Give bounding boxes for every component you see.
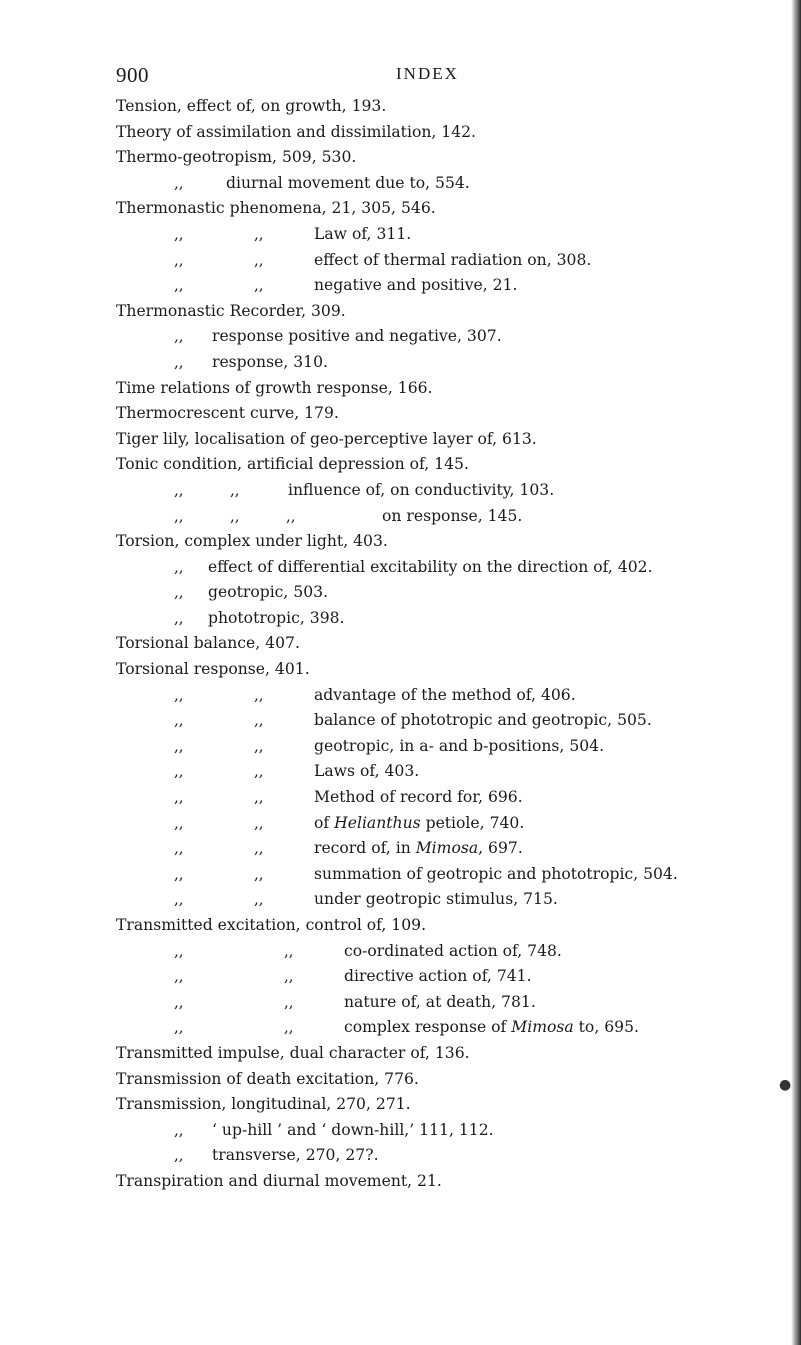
index-entry [0,657,801,683]
italic-taxon: Mimosa [511,1018,574,1037]
ditto-mark: ,, [174,173,184,192]
entry-text: effect of differential excitability on the direction of, 402. [208,557,653,576]
ditto-mark: ,, [254,890,264,909]
ditto-mark: ,, [254,250,264,269]
entry-text: geotropic, 503. [208,583,329,602]
index-subentry [0,350,801,376]
ditto-mark: ,, [174,736,184,755]
index-subentry [0,785,801,811]
ditto-mark: ,, [174,890,184,909]
ditto-mark: ,, [174,992,184,1011]
entry-text: phototropic, 398. [208,608,345,627]
entry-text: geotropic, in a- and b-positions, 504. [314,736,605,755]
index-subentry [0,273,801,299]
entry-text: Transmitted excitation, control of, 109. [116,916,427,934]
ditto-mark: ,, [254,224,264,243]
index-entry [0,913,801,939]
entry-text: nature of, at death, 781. [344,992,536,1011]
index-subentry [0,478,801,504]
ditto-mark: ,, [254,736,264,755]
entry-text: Method of record for, 696. [314,788,523,807]
index-subentry [0,555,801,581]
page-number: 900 [116,63,149,87]
ditto-mark: ,, [174,941,184,960]
entry-text: Transmission of death excitation, 776. [116,1069,419,1088]
ditto-mark: ,, [174,1120,184,1139]
entry-text [314,836,523,862]
ditto-mark: ,, [174,967,184,986]
entry-text: Thermo-geotropism, 509, 530. [116,148,357,167]
ditto-mark: ,, [174,224,184,243]
entry-text: Thermocrescent curve, 179. [116,404,339,423]
index-subentry [0,222,801,248]
ditto-mark: ,, [230,506,240,525]
entry-text: Tonic condition, artificial depression of, 145. [116,455,469,474]
ditto-mark: ,, [174,250,184,269]
ditto-mark: ,, [254,276,264,295]
ditto-mark: ,, [174,480,184,499]
ditto-mark: ,, [174,1018,184,1037]
index-entry [0,94,801,120]
ditto-mark: ,, [254,711,264,730]
index-subentry [0,248,801,274]
entry-text: Transmitted impulse, dual character of, 136. [116,1043,470,1062]
entry-text: Laws of, 403. [314,762,420,781]
index-entry [0,299,801,325]
entry-text: response, 310. [212,352,328,371]
entry-text: Torsional balance, 407. [116,634,300,653]
index-subentry [0,504,801,530]
entry-text: under geotropic stimulus, 715. [314,890,558,909]
index-entry [0,376,801,402]
entry-text-part: , 697. [478,839,523,858]
entry-text: influence of, on conductivity, 103. [288,480,555,499]
ditto-mark: ,, [174,685,184,704]
ditto-mark: ,, [254,788,264,807]
entry-text-part: complex response of [344,1018,512,1037]
entry-text: summation of geotropic and phototropic, 504. [314,864,678,883]
ditto-mark: ,, [284,941,294,960]
index-subentry [0,580,801,606]
entry-text-part: to, 695. [573,1018,639,1037]
entry-text: Torsional response, 401. [116,660,310,679]
index-subentry [0,171,801,197]
entry-text: diurnal movement due to, 554. [226,173,470,192]
ditto-mark: ,, [174,1146,184,1165]
index-entry [0,1041,801,1067]
index-entry [0,1169,801,1195]
entry-text: directive action of, 741. [344,967,532,986]
index-subentry [0,734,801,760]
index-subentry [0,939,801,965]
index-entry [0,196,801,222]
ditto-mark: ,, [254,685,264,704]
index-subentry [0,708,801,734]
ditto-mark: ,, [286,506,296,525]
index-entry [0,529,801,555]
italic-taxon: Helianthus [334,813,421,832]
index-entry [0,401,801,427]
smudge-mark: ● [779,1076,792,1093]
entry-text: Transpiration and diurnal movement, 21. [116,1171,442,1190]
ditto-mark: ,, [254,813,264,832]
index-entry [0,145,801,171]
index-subentry [0,1143,801,1169]
entry-text-part: of [314,813,335,832]
entry-text [314,811,524,837]
ditto-mark: ,, [254,839,264,858]
index-entry [0,1067,801,1093]
entry-text: Tiger lily, localisation of geo-perceptive layer of, 613. [116,429,537,448]
running-head: INDEX [396,64,459,83]
ditto-mark: ,, [174,762,184,781]
entry-text: Law of, 311. [314,224,412,243]
entry-text: Time relations of growth response, 166. [116,378,433,397]
index-entries [0,94,801,1195]
ditto-mark: ,, [284,1018,294,1037]
entry-text: advantage of the method of, 406. [314,685,576,704]
entry-text: Transmission, longitudinal, 270, 271. [116,1095,411,1114]
entry-text: balance of phototropic and geotropic, 505. [314,711,652,730]
index-entry [0,427,801,453]
entry-text: effect of thermal radiation on, 308. [314,250,592,269]
ditto-mark: ,, [174,711,184,730]
ditto-mark: ,, [254,864,264,883]
index-subentry [0,759,801,785]
index-subentry [0,324,801,350]
index-subentry [0,887,801,913]
ditto-mark: ,, [230,480,240,499]
index-entry [0,631,801,657]
ditto-mark: ,, [174,864,184,883]
entry-text: on response, 145. [382,506,523,525]
entry-text: co-ordinated action of, 748. [344,941,562,960]
index-subentry [0,1118,801,1144]
index-subentry [0,964,801,990]
italic-taxon: Mimosa [415,839,479,858]
entry-text: negative and positive, 21. [314,276,518,295]
index-subentry [0,836,801,862]
entry-text-part: record of, in [314,839,416,858]
index-entry [0,1092,801,1118]
entry-text: response positive and negative, 307. [212,327,502,346]
entry-text: Torsion, complex under light, 403. [116,532,388,551]
ditto-mark: ,, [174,788,184,807]
entry-text-part: petiole, 740. [420,813,525,832]
index-subentry [0,1015,801,1041]
index-entry [0,452,801,478]
ditto-mark: ,, [174,557,184,576]
ditto-mark: ,, [174,839,184,858]
ditto-mark: ,, [174,276,184,295]
index-subentry [0,683,801,709]
index-subentry [0,811,801,837]
index-entry [0,120,801,146]
entry-text: Thermonastic phenomena, 21, 305, 546. [116,199,436,218]
ditto-mark: ,, [174,583,184,602]
ditto-mark: ,, [174,506,184,525]
ditto-mark: ,, [284,992,294,1011]
index-subentry [0,990,801,1016]
entry-text: ‘ up-hill ’ and ‘ down-hill,’ 111, 112. [212,1120,494,1139]
entry-text: Theory of assimilation and dissimilation, 142. [116,122,477,141]
entry-text: transverse, 270, 27?. [212,1146,379,1165]
index-subentry [0,606,801,632]
page-header [116,63,676,87]
entry-text [344,1015,639,1041]
ditto-mark: ,, [174,352,184,371]
ditto-mark: ,, [174,608,184,627]
entry-text: Tension, effect of, on growth, 193. [116,97,387,115]
index-subentry [0,862,801,888]
entry-text: Thermonastic Recorder, 309. [116,301,346,320]
ditto-mark: ,, [254,762,264,781]
ditto-mark: ,, [174,813,184,832]
ditto-mark: ,, [174,327,184,346]
ditto-mark: ,, [284,967,294,986]
